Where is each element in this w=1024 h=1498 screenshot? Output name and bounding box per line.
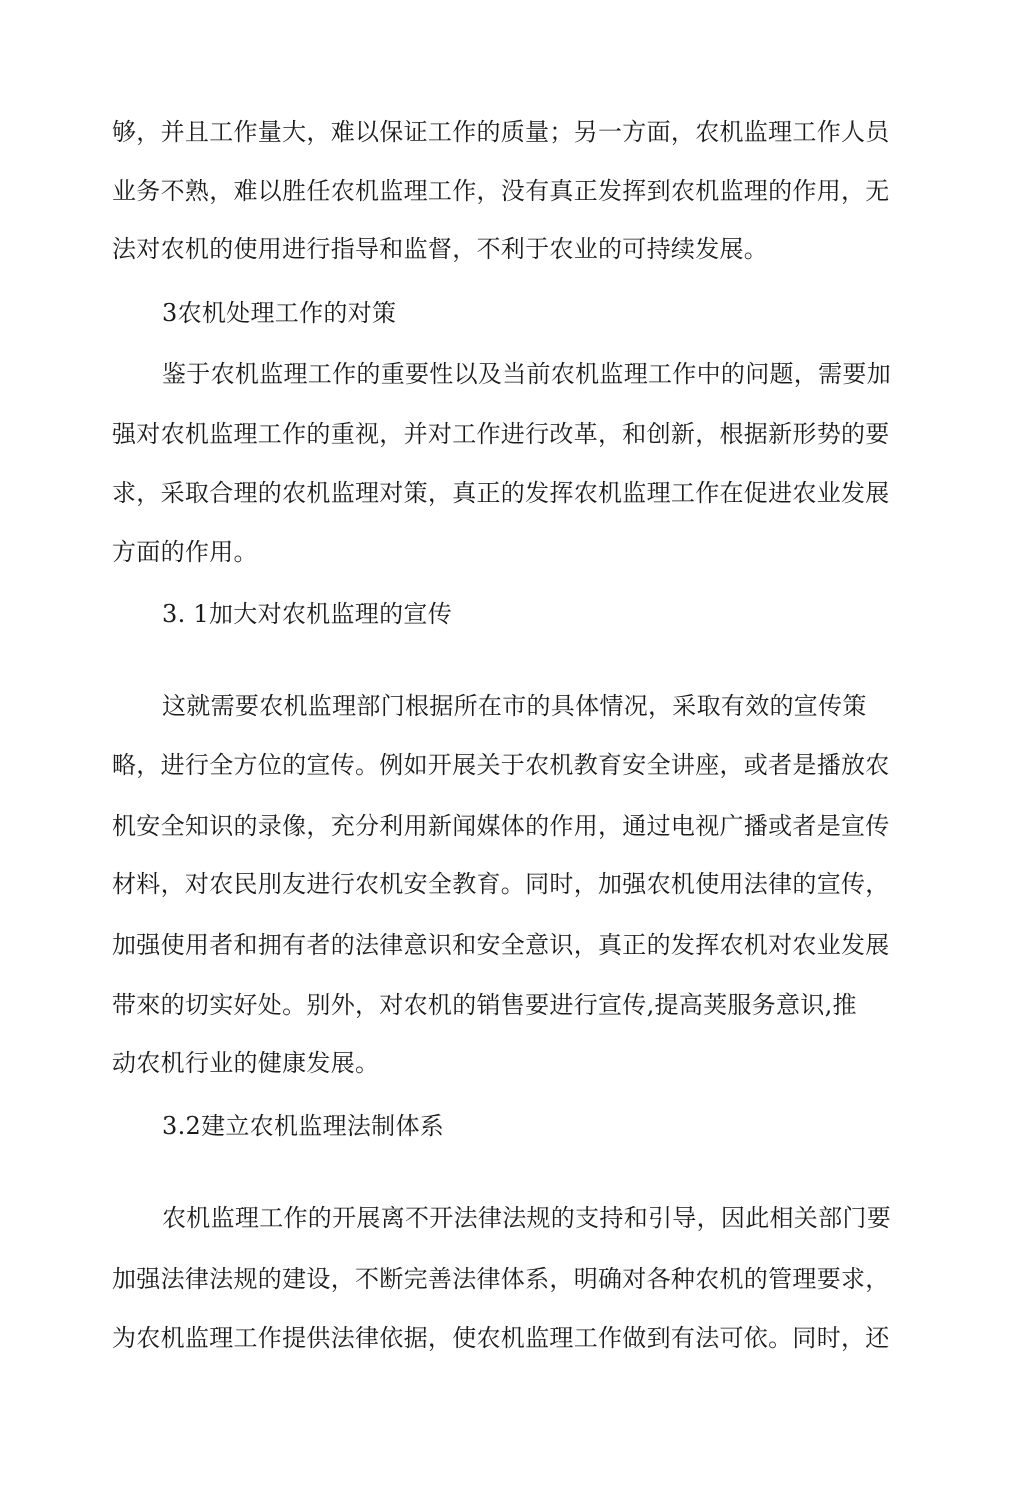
body-text-line: 动农机行业的健康发展。 (112, 1049, 380, 1077)
subsection-heading: 3. 1加大对农机监理的宣传 (162, 600, 452, 628)
body-text-line: 略，进行全方位的宣传。例如开展关于农机教育安全讲座，或者是播放农 (112, 751, 890, 779)
body-text-line: 这就需要农机监理部门根据所在市的具体情况，采取有效的宣传策 (162, 692, 867, 720)
section-heading: 3农机处理工作的对策 (162, 299, 397, 327)
body-text-line: 加强法律法规的建设，不断完善法律体系，明确对各种农机的管理要求， (112, 1265, 890, 1293)
body-text-line: 加强使用者和拥有者的法律意识和安全意识，真正的发挥农机对农业发展 (112, 931, 890, 959)
body-text-line: 鉴于农机监理工作的重要性以及当前农机监理工作中的问题，需要加 (162, 360, 891, 388)
body-text-line: 业务不熟，难以胜任农机监理工作，没有真正发挥到农机监理的作用，无 (112, 177, 890, 205)
subsection-heading: 3.2建立农机监理法制体系 (162, 1112, 445, 1140)
body-text-line: 求，采取合理的农机监理对策，真正的发挥农机监理工作在促进农业发展 (112, 479, 890, 507)
body-text-line: 法对农机的使用进行指导和监督，不利于农业的可持续发展。 (112, 235, 769, 263)
body-text-line: 方面的作用。 (112, 538, 258, 566)
body-text-line: 带來的切实好处。别外，对农机的销售要进行宣传,提高荚服务意识,推 (112, 991, 857, 1019)
body-text-line: 机安全知识的录像，充分利用新闻媒体的作用，通过电视广播或者是宣传 (112, 812, 890, 840)
body-text-line: 材料，对农民刖友进行农机安全教育。同时，加强农机使用法律的宣传， (112, 870, 890, 898)
body-text-line: 够，并且工作量大，难以保证工作的质量；另一方面，农机监理工作人员 (112, 118, 890, 146)
body-text-line: 强对农机监理工作的重视，并对工作进行改革，和创新，根据新形势的要 (112, 420, 890, 448)
body-text-line: 为农机监理工作提供法律依据，使农机监理工作做到有法可依。同时，还 (112, 1324, 890, 1352)
body-text-line: 农机监理工作的开展离不开法律法规的支持和引导，因此相关部门要 (162, 1204, 891, 1232)
